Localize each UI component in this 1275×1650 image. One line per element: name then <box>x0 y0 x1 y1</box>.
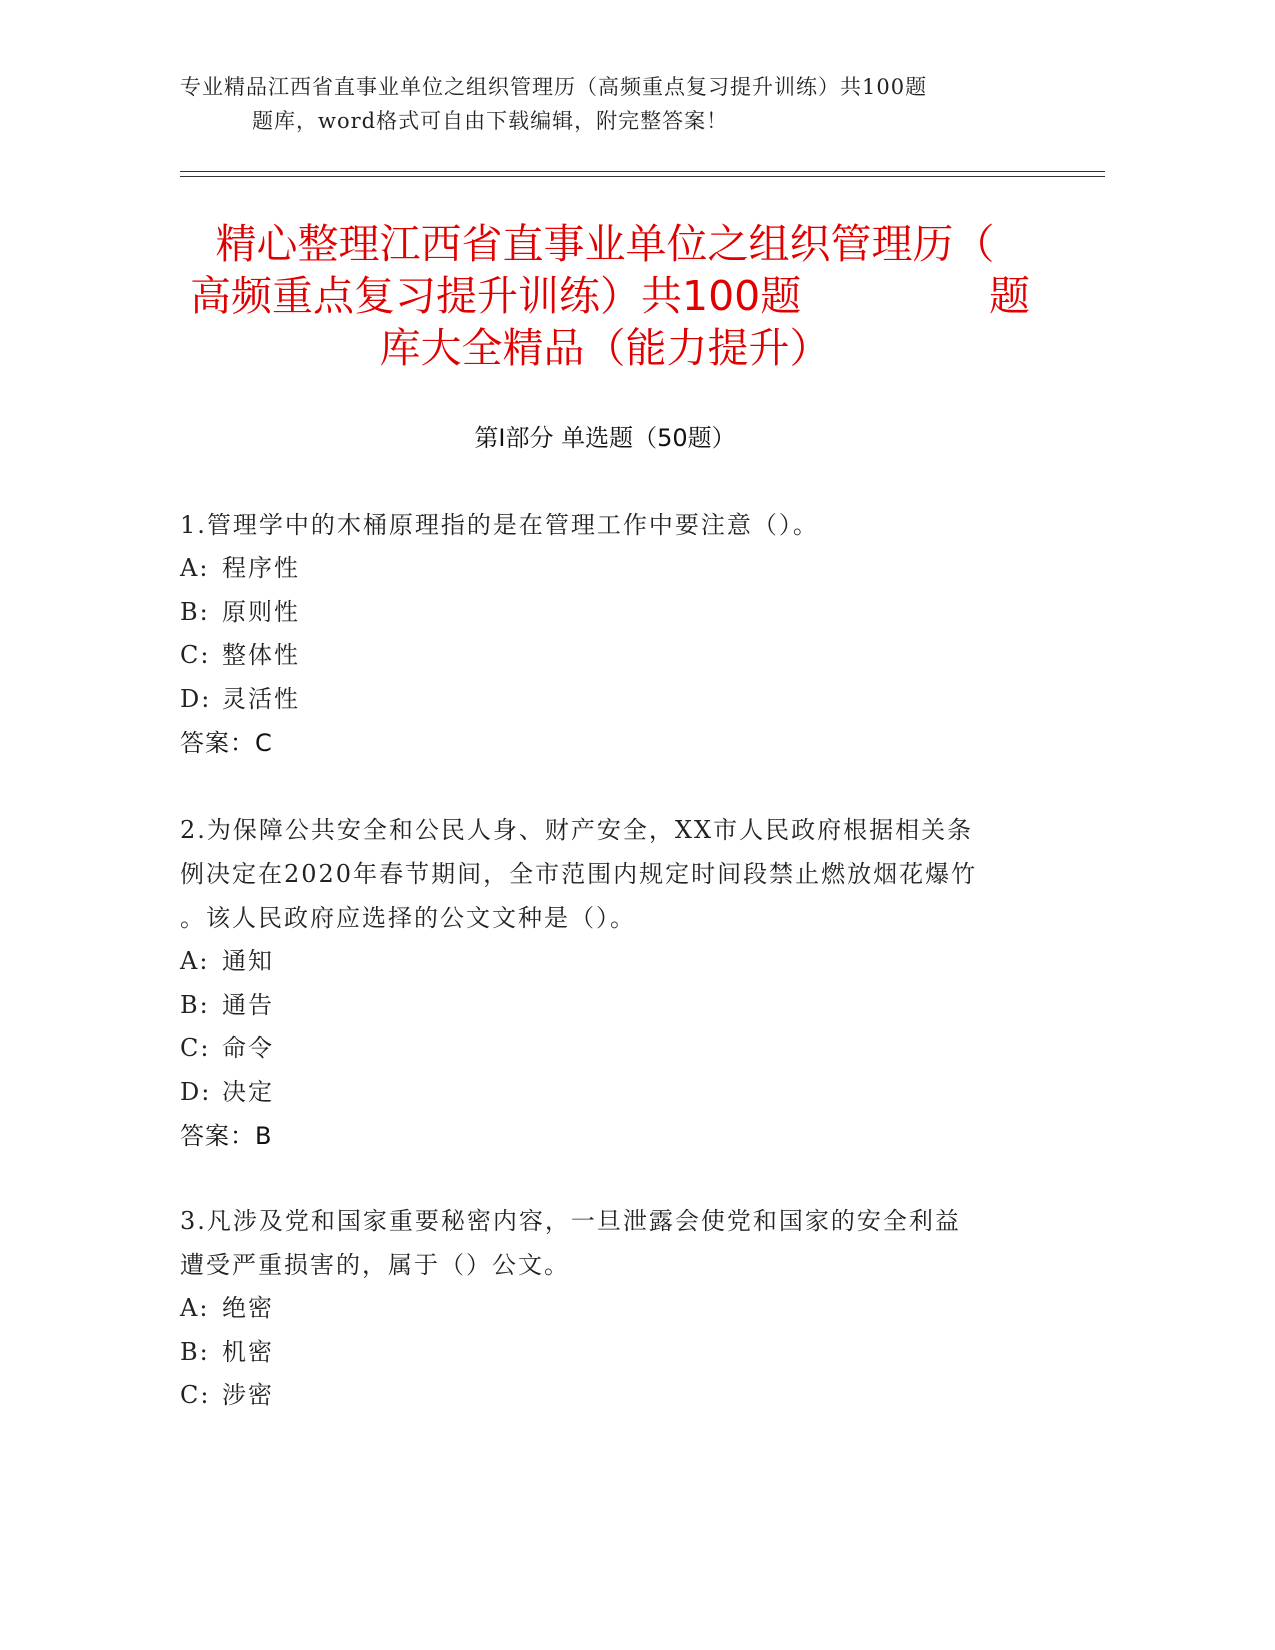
option-text: 通告 <box>222 990 274 1019</box>
question-3-option-b <box>180 1331 1040 1375</box>
option-label: D: <box>180 684 212 713</box>
header-note-line1: 专业精品江西省直事业单位之组织管理历（高频重点复习提升训练）共100题 <box>180 75 928 99</box>
question-2-text-line1: 2.为保障公共安全和公民人身、财产安全，XX市人民政府根据相关条 <box>180 816 974 844</box>
question-1-option-d <box>180 678 1040 722</box>
option-text: 命令 <box>222 1034 274 1062</box>
option-label: C: <box>180 1034 211 1062</box>
option-text: 程序性 <box>222 554 300 582</box>
title-line2 <box>180 270 1030 322</box>
document-title <box>180 218 1030 374</box>
question-3-option-a <box>180 1287 1040 1331</box>
question-1-option-c <box>180 634 1040 678</box>
option-text: 机密 <box>222 1337 274 1366</box>
option-label: A: <box>180 1294 210 1322</box>
option-text: 通知 <box>222 947 274 975</box>
section-title: 第Ⅰ部分 单选题（50题） <box>474 424 736 452</box>
question-3-text-line1: 3.凡涉及党和国家重要秘密内容，一旦泄露会使党和国家的安全利益 <box>180 1207 961 1235</box>
question-2-option-d <box>180 1071 1040 1115</box>
option-label: A: <box>180 947 210 975</box>
title-line1: 精心整理江西省直事业单位之组织管理历（ <box>215 220 995 268</box>
question-2-text-line3: 。该人民政府应选择的公文文种是（）。 <box>180 904 636 932</box>
question-2-option-c <box>180 1027 1040 1071</box>
header-rule-bottom <box>180 176 1105 177</box>
option-label: B: <box>180 597 210 626</box>
option-text: 原则性 <box>222 597 300 626</box>
question-3-text-line2: 遭受严重损害的，属于（）公文。 <box>180 1251 570 1279</box>
option-text: 整体性 <box>222 641 300 669</box>
header-note-line2: 题库，word格式可自由下载编辑，附完整答案！ <box>252 109 729 133</box>
question-2-option-b <box>180 984 1040 1028</box>
option-label: D: <box>180 1077 212 1106</box>
question-2-option-a <box>180 940 1040 984</box>
question-3-option-c <box>180 1374 1040 1418</box>
question-1 <box>180 503 1040 765</box>
question-1-option-a <box>180 547 1040 591</box>
option-text: 灵活性 <box>222 684 300 713</box>
question-1-text: 1.管理学中的木桶原理指的是在管理工作中要注意（）。 <box>180 511 819 539</box>
header-note <box>180 70 1080 138</box>
title-line2-tail: 题 <box>989 272 1030 320</box>
title-line2-main: 高频重点复习提升训练）共100题 <box>190 272 802 320</box>
question-2-text-line2: 例决定在2020年春节期间，全市范围内规定时间段禁止燃放烟花爆竹 <box>180 860 978 888</box>
option-label: B: <box>180 1337 210 1366</box>
question-2-answer: 答案：B <box>180 1122 273 1150</box>
option-label: C: <box>180 641 211 669</box>
option-text: 决定 <box>222 1077 274 1106</box>
title-line3: 库大全精品（能力提升） <box>379 324 831 372</box>
option-label: B: <box>180 990 210 1019</box>
header-rule-top <box>180 171 1105 172</box>
question-2 <box>180 808 1040 1158</box>
option-label: C: <box>180 1381 211 1409</box>
question-1-option-b <box>180 591 1040 635</box>
option-text: 绝密 <box>222 1294 274 1322</box>
question-1-answer: 答案：C <box>180 729 273 757</box>
option-label: A: <box>180 554 210 582</box>
question-3 <box>180 1199 1040 1418</box>
option-text: 涉密 <box>222 1381 274 1409</box>
